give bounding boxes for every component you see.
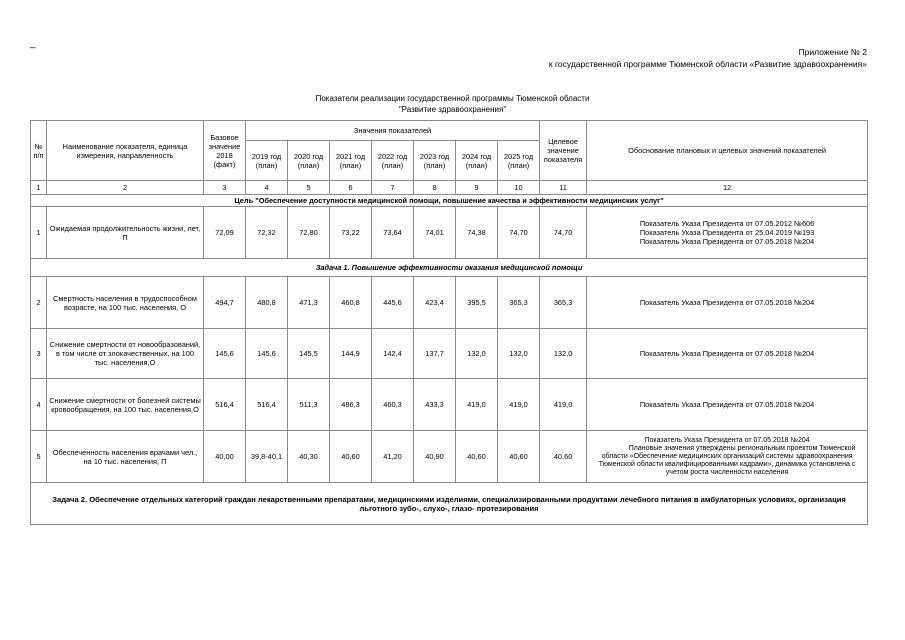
row-value: 41,20 [372, 431, 414, 483]
column-number: 4 [246, 181, 288, 195]
title-line-2: "Развитие здравоохранения" [398, 105, 507, 114]
basis-line: Показатель Указа Президента от 07.05.2018 №204 [644, 436, 810, 444]
row-value: 471,3 [288, 277, 330, 329]
basis-line: Показатель Указа Президента от 07.05.2018 №204 [639, 298, 815, 307]
row-value: 145,5 [288, 329, 330, 379]
indicators-table [30, 120, 868, 525]
table-row [31, 207, 868, 259]
row-basis [587, 379, 868, 431]
row-value: 39,8-40,1 [246, 431, 288, 483]
row-value: 419,0 [456, 379, 498, 431]
basis-line: Плановые значения утверждены региональным проектом Тюменской области «Обеспечение медицинских организаций системы здравоохранения Тюменской области квалифицированными кадрами», динамика установлена с учетом роста численности населения [598, 444, 856, 476]
row-value: 486,3 [330, 379, 372, 431]
header-year: 2021 год (план) [330, 141, 372, 181]
column-number: 9 [456, 181, 498, 195]
row-value: 73,64 [372, 207, 414, 259]
header-year: 2022 год (план) [372, 141, 414, 181]
row-base: 40,00 [204, 431, 246, 483]
row-value: 74,01 [414, 207, 456, 259]
column-number: 2 [47, 181, 204, 195]
row-value: 511,3 [288, 379, 330, 431]
row-target: 40,60 [540, 431, 587, 483]
row-basis [587, 277, 868, 329]
header-target: Целевое значение показателя [540, 121, 587, 181]
column-number: 7 [372, 181, 414, 195]
row-basis [587, 329, 868, 379]
row-num: 1 [31, 207, 47, 259]
row-name: Снижение смертности от новообразований, в том числе от злокачественных, на 100 тыс. населения,О [47, 329, 204, 379]
row-value: 73,22 [330, 207, 372, 259]
basis-line: Показатель Указа Президента от 07.05.2012 №606 [639, 219, 815, 228]
row-value: 40,60 [498, 431, 540, 483]
title-line-1: Показатели реализации государственной программы Тюменской области [315, 94, 590, 103]
table-row [31, 379, 868, 431]
table-row [31, 329, 868, 379]
basis-line: Показатель Указа Президента от 07.05.2018 №204 [639, 349, 815, 358]
row-value: 40,60 [330, 431, 372, 483]
row-value: 40,60 [456, 431, 498, 483]
row-value: 144,9 [330, 329, 372, 379]
row-value: 145,6 [246, 329, 288, 379]
row-value: 480,8 [246, 277, 288, 329]
row-base: 72,09 [204, 207, 246, 259]
row-value: 516,4 [246, 379, 288, 431]
column-number: 11 [540, 181, 587, 195]
row-name: Снижение смертности от болезней системы кровообращения, на 100 тыс. населения,О [47, 379, 204, 431]
basis-line: Показатель Указа Президента от 25.04.2019 №193 [639, 228, 815, 237]
task-2-row: Задача 2. Обеспечение отдельных категорий граждан лекарственными препаратами, медицинскими изделиями, специализированными продуктами лечебного питания в амбулаторных условиях, организация льготного зубо-, слухо-, глазо- протезирования [31, 483, 868, 525]
top-mark: _ [30, 38, 36, 49]
row-num: 4 [31, 379, 47, 431]
row-name: Ожидаемая продолжительность жизни, лет, П [47, 207, 204, 259]
row-name: Обеспеченность населения врачами чел., на 10 тыс. населения, П [47, 431, 204, 483]
column-number: 10 [498, 181, 540, 195]
basis-line: Показатель Указа Президента от 07.05.2018 №204 [639, 400, 815, 409]
row-value: 445,6 [372, 277, 414, 329]
column-number: 6 [330, 181, 372, 195]
row-num: 2 [31, 277, 47, 329]
row-name: Смертность населения в трудоспособном возрасте, на 100 тыс. населения, О [47, 277, 204, 329]
row-value: 72,80 [288, 207, 330, 259]
table-row [31, 431, 868, 483]
row-value: 419,0 [498, 379, 540, 431]
header-basis: Обоснование плановых и целевых значений показателей [587, 121, 868, 181]
row-basis [587, 207, 868, 259]
row-value: 460,8 [330, 277, 372, 329]
row-target: 365,3 [540, 277, 587, 329]
table-row [31, 277, 868, 329]
header-year: 2024 год (план) [456, 141, 498, 181]
column-number: 5 [288, 181, 330, 195]
row-value: 137,7 [414, 329, 456, 379]
header-year: 2020 год (план) [288, 141, 330, 181]
column-number: 3 [204, 181, 246, 195]
column-number: 8 [414, 181, 456, 195]
header-year: 2023 год (план) [414, 141, 456, 181]
column-number: 1 [31, 181, 47, 195]
row-value: 365,3 [498, 277, 540, 329]
header-year: 2019 год (план) [246, 141, 288, 181]
row-value: 460,3 [372, 379, 414, 431]
appendix-line-1: Приложение № 2 [798, 47, 867, 57]
column-number-row [31, 181, 868, 195]
basis-line: Показатель Указа Президента от 07.05.2018 №204 [639, 237, 815, 246]
row-value: 74,70 [498, 207, 540, 259]
row-value: 423,4 [414, 277, 456, 329]
row-value: 40,90 [414, 431, 456, 483]
row-basis [587, 431, 868, 483]
header-name: Наименование показателя, единица измерения, направленность [47, 121, 204, 181]
row-num: 3 [31, 329, 47, 379]
goal-row: Цель "Обеспечение доступности медицинской помощи, повышение качества и эффективности медицинских услуг" [31, 195, 868, 207]
header-year: 2025 год (план) [498, 141, 540, 181]
row-base: 494,7 [204, 277, 246, 329]
appendix-line-2: к государственной программе Тюменской области «Развитие здравоохранения» [548, 59, 867, 69]
row-value: 132,0 [456, 329, 498, 379]
header-num: № п/п [31, 121, 47, 181]
task-1-row: Задача 1. Повышение эффективности оказания медицинской помощи [31, 259, 868, 277]
column-number: 12 [587, 181, 868, 195]
row-value: 132,0 [498, 329, 540, 379]
row-base: 145,6 [204, 329, 246, 379]
row-value: 395,5 [456, 277, 498, 329]
row-base: 516,4 [204, 379, 246, 431]
row-target: 74,70 [540, 207, 587, 259]
row-value: 72,32 [246, 207, 288, 259]
row-target: 132,0 [540, 329, 587, 379]
row-target: 419,0 [540, 379, 587, 431]
row-value: 433,3 [414, 379, 456, 431]
row-value: 142,4 [372, 329, 414, 379]
document-title [0, 93, 905, 115]
row-value: 40,30 [288, 431, 330, 483]
header-base: Базовое значение 2018 (факт) [204, 121, 246, 181]
appendix-caption [367, 46, 867, 70]
row-value: 74,38 [456, 207, 498, 259]
row-num: 5 [31, 431, 47, 483]
header-values-group: Значения показателей [246, 121, 540, 141]
